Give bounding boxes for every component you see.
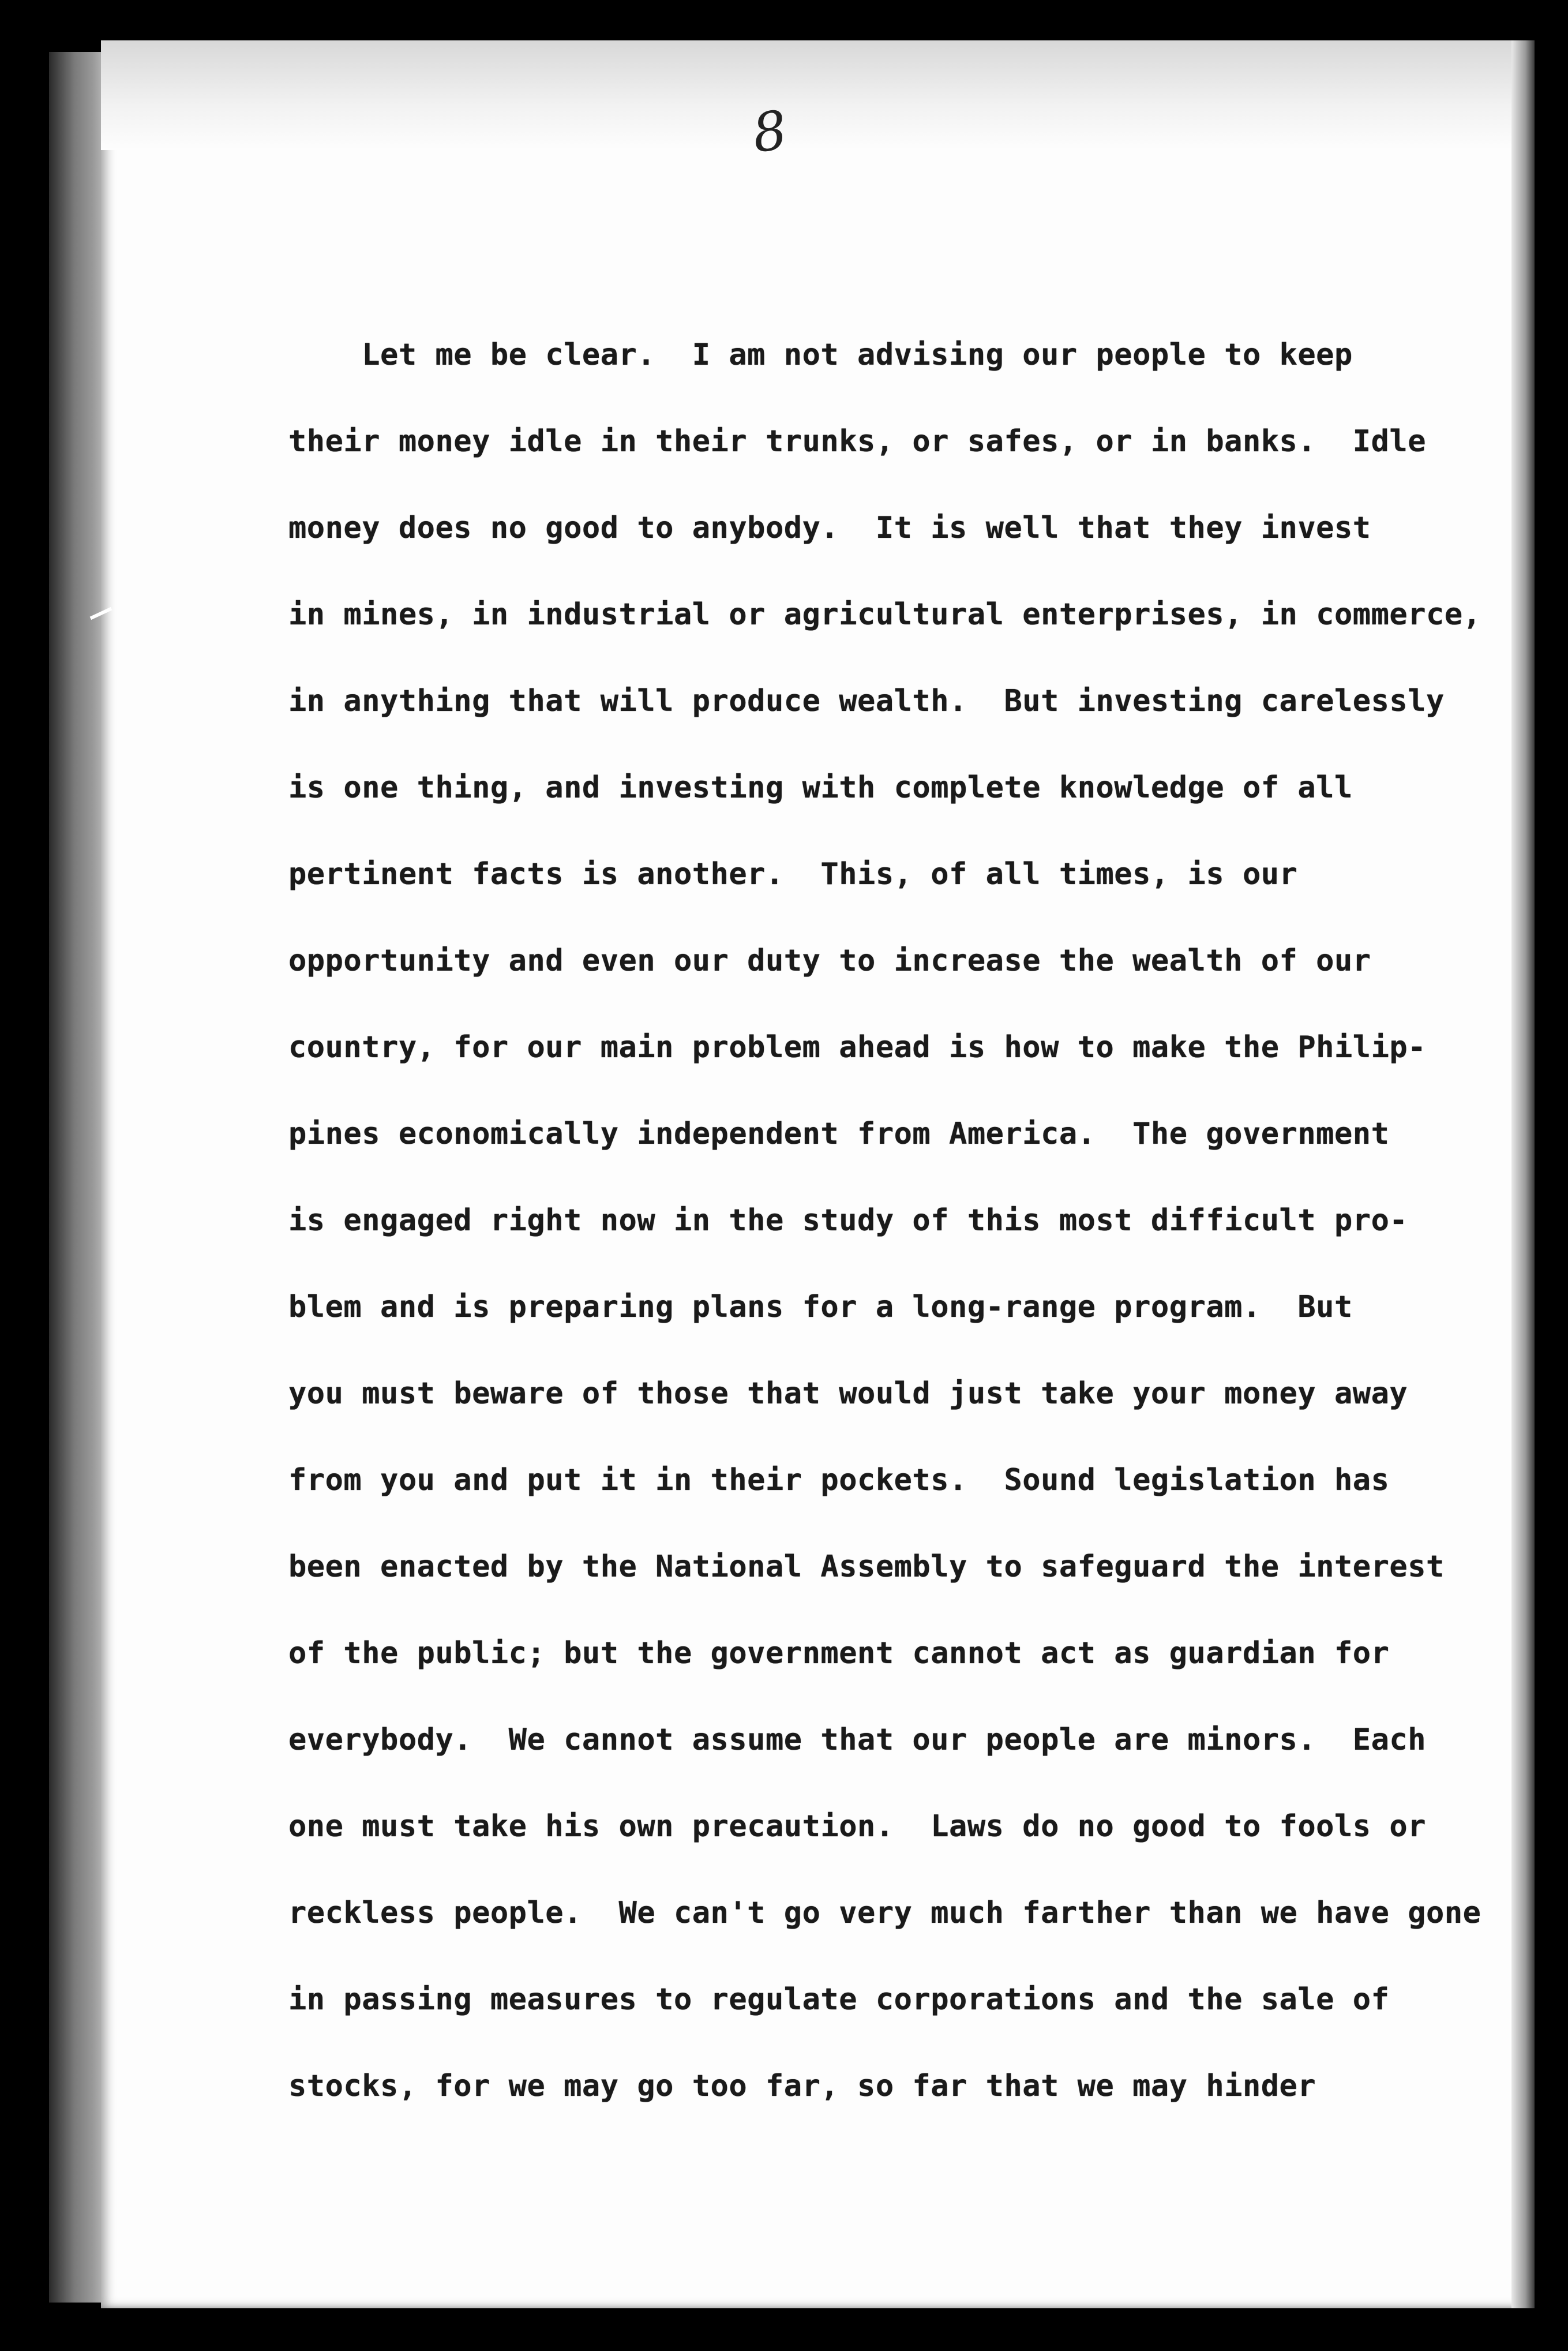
- text-line: in anything that will produce wealth. But investing carelessly: [288, 684, 1445, 718]
- text-line: Let me be clear. I am not advising our people to keep: [288, 338, 1353, 372]
- text-line: money does no good to anybody. It is well that they invest: [288, 511, 1371, 545]
- text-line: is one thing, and investing with complete knowledge of all: [288, 770, 1353, 805]
- text-line: reckless people. We can't go very much farther than we have gone: [288, 1896, 1481, 1930]
- paper-top-edge: [101, 40, 1532, 150]
- text-line: in mines, in industrial or agricultural enterprises, in commerce,: [288, 597, 1481, 632]
- text-line: opportunity and even our duty to increase the wealth of our: [288, 944, 1371, 978]
- text-line: you must beware of those that would just take your money away: [288, 1376, 1408, 1411]
- text-line: pertinent facts is another. This, of all times, is our: [288, 857, 1298, 892]
- text-line: from you and put it in their pockets. Sound legislation has: [288, 1463, 1390, 1498]
- text-line: everybody. We cannot assume that our people are minors. Each: [288, 1723, 1427, 1757]
- paper-right-edge: [1511, 40, 1535, 2308]
- page-number: 8: [748, 99, 791, 165]
- text-line: their money idle in their trunks, or safes, or in banks. Idle: [288, 424, 1427, 459]
- text-line: stocks, for we may go too far, so far that we may hinder: [288, 2069, 1316, 2103]
- text-line: of the public; but the government cannot act as guardian for: [288, 1636, 1390, 1671]
- typed-body: [288, 332, 1500, 2150]
- text-line: country, for our main problem ahead is how to make the Philip-: [288, 1030, 1427, 1065]
- text-line: pines economically independent from America. The government: [288, 1117, 1390, 1151]
- text-line: been enacted by the National Assembly to safeguard the interest: [288, 1549, 1445, 1584]
- text-line: in passing measures to regulate corporations and the sale of: [288, 1982, 1390, 2017]
- text-line: blem and is preparing plans for a long-range program. But: [288, 1290, 1353, 1324]
- text-line: one must take his own precaution. Laws do no good to fools or: [288, 1809, 1427, 1844]
- text-line: is engaged right now in the study of this most difficult pro-: [288, 1203, 1408, 1238]
